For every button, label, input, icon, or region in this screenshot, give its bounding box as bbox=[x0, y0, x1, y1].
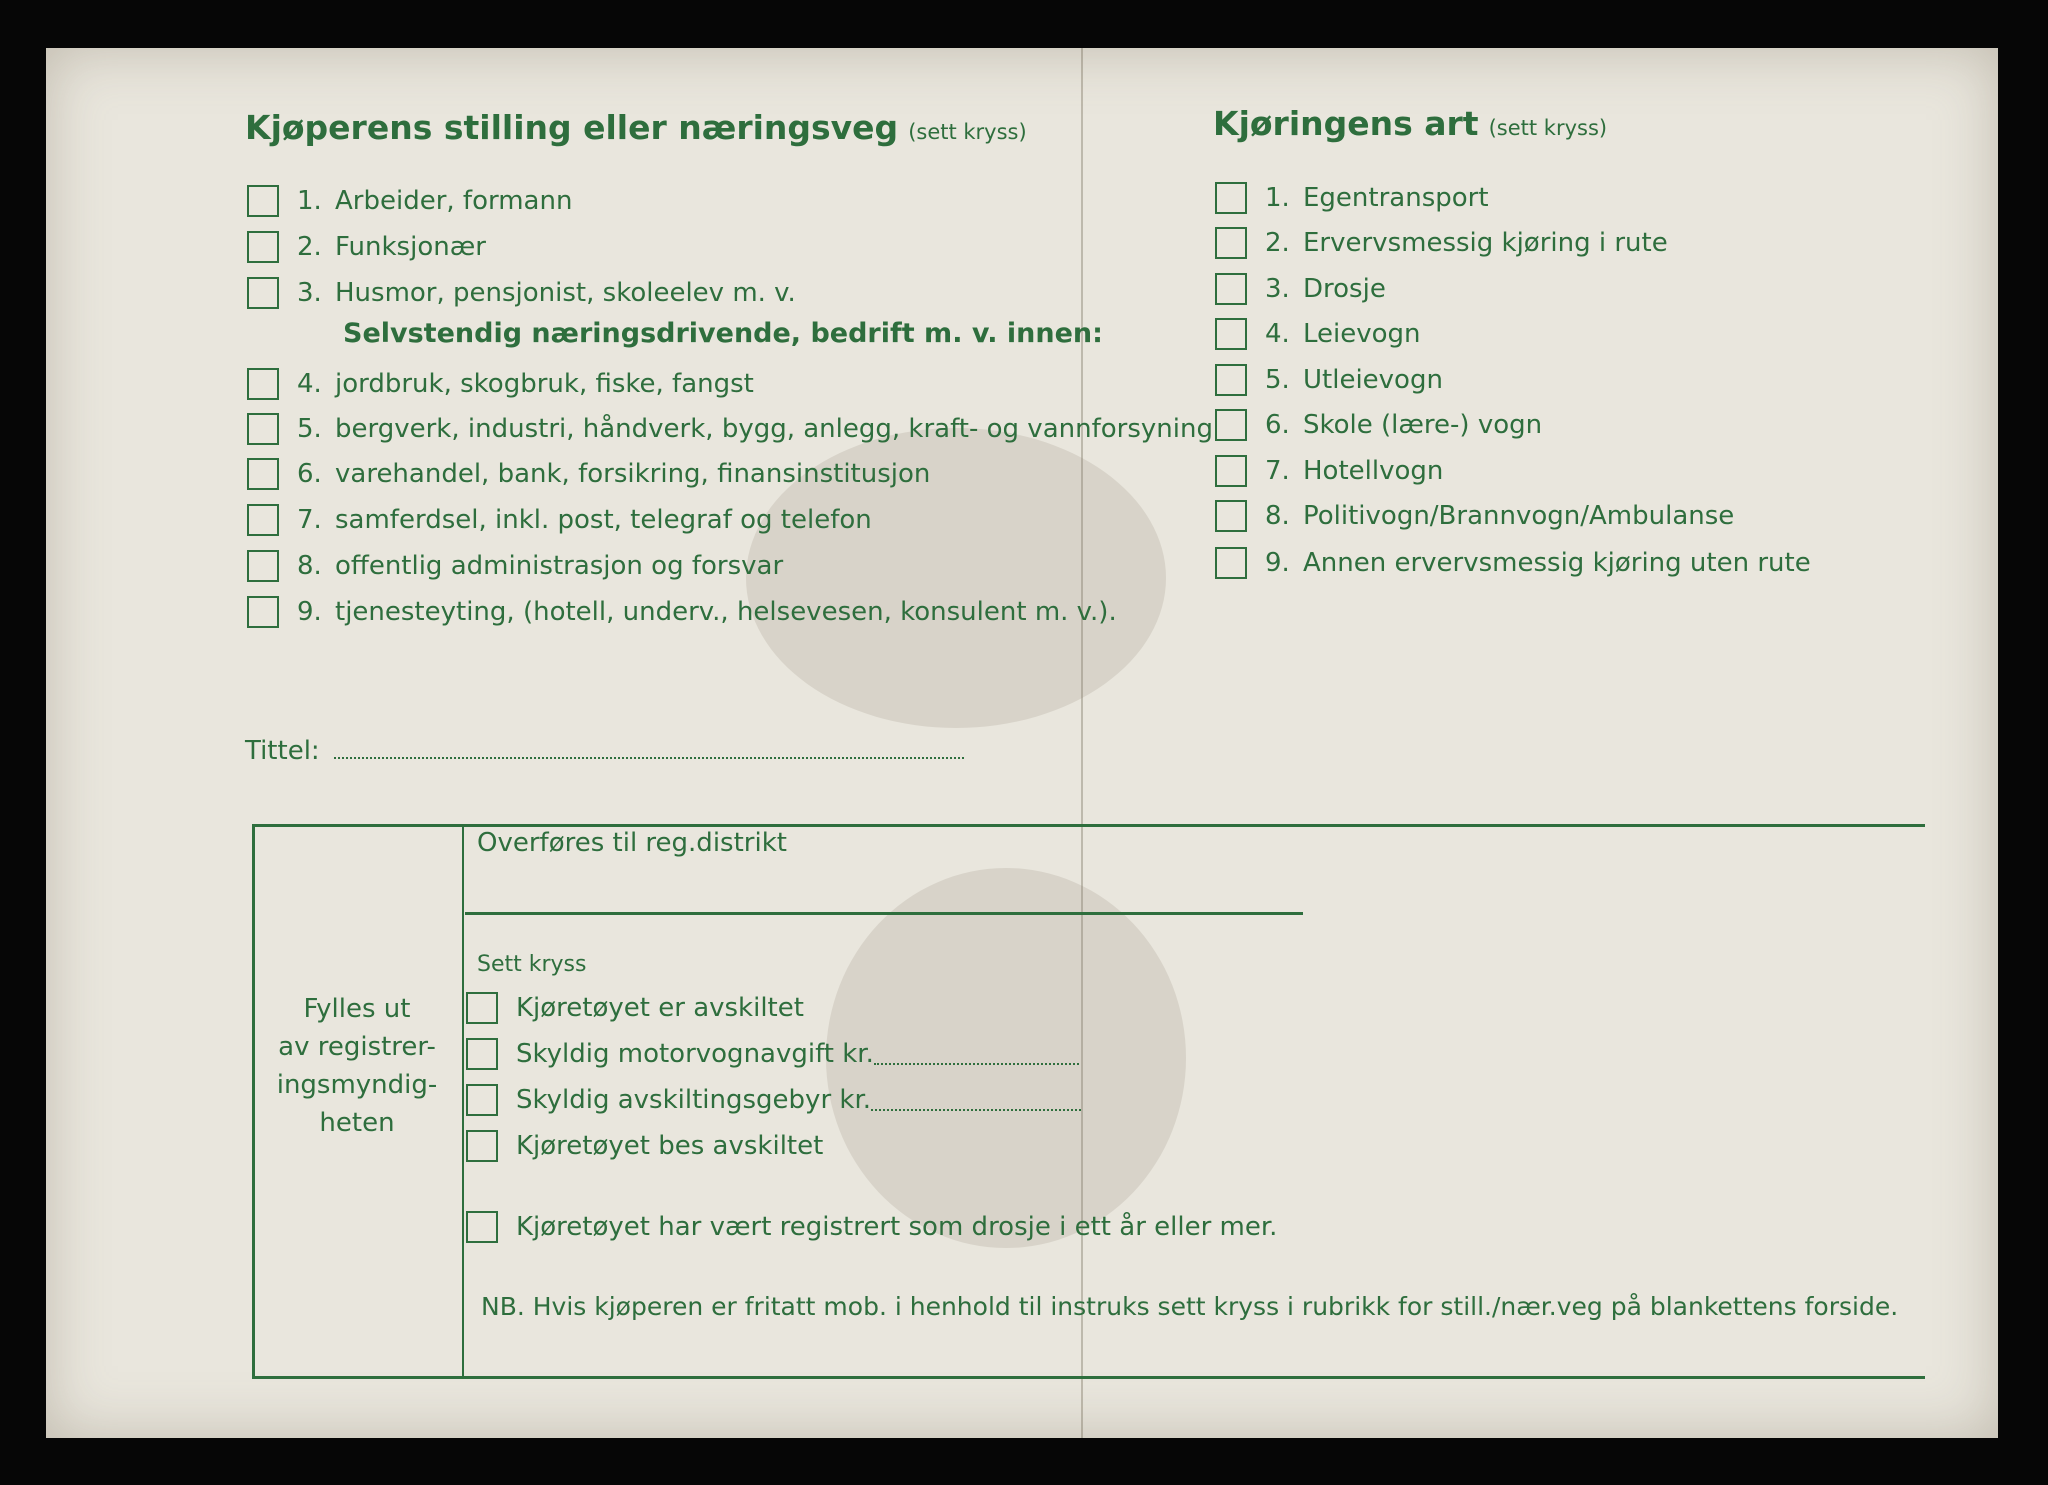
option-label: varehandel, bank, forsikring, finansinstitusjon bbox=[335, 459, 931, 489]
side-label-line: ingsmyndig- bbox=[276, 1070, 438, 1100]
registry-box-top-border bbox=[252, 824, 1925, 827]
driving-option-5[interactable] bbox=[1215, 362, 1443, 398]
driving-type-heading bbox=[1213, 104, 1607, 143]
amount-dotted-line[interactable] bbox=[871, 1089, 1081, 1111]
option-label: Ervervsmessig kjøring i rute bbox=[1303, 228, 1668, 258]
driving-option-6[interactable] bbox=[1215, 407, 1542, 443]
option-number: 7. bbox=[297, 505, 322, 535]
checkbox[interactable] bbox=[247, 504, 279, 536]
checkbox[interactable] bbox=[1215, 273, 1247, 305]
option-number: 6. bbox=[297, 459, 322, 489]
checkbox[interactable] bbox=[1215, 227, 1247, 259]
occupation-option-2[interactable] bbox=[247, 229, 486, 265]
side-label-line: heten bbox=[319, 1108, 395, 1138]
registry-box-divider bbox=[462, 824, 464, 1379]
option-label: Funksjonær bbox=[335, 232, 486, 262]
registry-check-vehicle-tax[interactable] bbox=[466, 1036, 1079, 1072]
check-label: Skyldig avskiltingsgebyr kr. bbox=[516, 1085, 872, 1115]
occupation-option-7[interactable] bbox=[247, 502, 872, 538]
option-label: Utleievogn bbox=[1303, 365, 1443, 395]
option-number: 7. bbox=[1265, 456, 1290, 486]
checkbox[interactable] bbox=[247, 458, 279, 490]
option-number: 8. bbox=[297, 551, 322, 581]
side-label-line: av registrer- bbox=[278, 1032, 436, 1062]
option-label: Arbeider, formann bbox=[335, 186, 573, 216]
title-label: Tittel: bbox=[245, 736, 320, 766]
side-label-line: Fylles ut bbox=[303, 994, 411, 1024]
option-number: 9. bbox=[1265, 548, 1290, 578]
buyer-occupation-title: Kjøperens stilling eller næringsveg bbox=[245, 108, 899, 147]
option-number: 1. bbox=[1265, 183, 1290, 213]
driving-option-7[interactable] bbox=[1215, 453, 1443, 489]
transfer-label: Overføres til reg.distrikt bbox=[477, 828, 787, 858]
checkbox[interactable] bbox=[466, 1211, 498, 1243]
option-label: Hotellvogn bbox=[1303, 456, 1444, 486]
option-number: 3. bbox=[1265, 274, 1290, 304]
checkbox[interactable] bbox=[1215, 182, 1247, 214]
checkbox[interactable] bbox=[466, 1130, 498, 1162]
option-number: 5. bbox=[1265, 365, 1290, 395]
occupation-option-4[interactable] bbox=[247, 366, 754, 402]
option-label: Drosje bbox=[1303, 274, 1386, 304]
registry-box-left-border bbox=[252, 824, 255, 1379]
checkbox[interactable] bbox=[1215, 500, 1247, 532]
registry-check-deregistered[interactable] bbox=[466, 990, 804, 1026]
check-label: Skyldig motorvognavgift kr. bbox=[516, 1039, 874, 1069]
registry-box-bottom-border bbox=[252, 1376, 1925, 1379]
option-number: 5. bbox=[297, 414, 322, 444]
buyer-occupation-hint: (sett kryss) bbox=[908, 120, 1027, 144]
checkbox[interactable] bbox=[247, 231, 279, 263]
driving-option-2[interactable] bbox=[1215, 225, 1668, 261]
transfer-line[interactable] bbox=[465, 912, 1303, 915]
option-number: 3. bbox=[297, 278, 322, 308]
check-label: Kjøretøyet er avskiltet bbox=[516, 993, 804, 1023]
option-label: Husmor, pensjonist, skoleelev m. v. bbox=[335, 278, 796, 308]
option-label: Leievogn bbox=[1303, 319, 1421, 349]
checkbox[interactable] bbox=[466, 1084, 498, 1116]
check-label: Kjøretøyet bes avskiltet bbox=[516, 1131, 824, 1161]
driving-option-4[interactable] bbox=[1215, 316, 1421, 352]
driving-option-1[interactable] bbox=[1215, 180, 1489, 216]
checkbox[interactable] bbox=[466, 992, 498, 1024]
title-field[interactable] bbox=[245, 736, 964, 766]
option-number: 2. bbox=[1265, 228, 1290, 258]
buyer-occupation-heading bbox=[245, 108, 1027, 147]
option-number: 4. bbox=[297, 369, 322, 399]
checkbox[interactable] bbox=[247, 368, 279, 400]
checkbox[interactable] bbox=[247, 550, 279, 582]
option-label: bergverk, industri, håndverk, bygg, anlegg, kraft- og vannforsyning bbox=[335, 414, 1213, 444]
sett-kryss-label: Sett kryss bbox=[477, 952, 587, 977]
checkbox[interactable] bbox=[1215, 364, 1247, 396]
driving-option-9[interactable] bbox=[1215, 545, 1811, 581]
checkbox[interactable] bbox=[1215, 455, 1247, 487]
option-label: tjenesteyting, (hotell, underv., helsevesen, konsulent m. v.). bbox=[335, 597, 1117, 627]
option-label: Politivogn/Brannvogn/Ambulanse bbox=[1303, 501, 1735, 531]
occupation-option-3[interactable] bbox=[247, 275, 796, 311]
checkbox[interactable] bbox=[466, 1038, 498, 1070]
driving-option-8[interactable] bbox=[1215, 498, 1734, 534]
checkbox[interactable] bbox=[247, 185, 279, 217]
occupation-option-8[interactable] bbox=[247, 548, 783, 584]
occupation-option-5[interactable] bbox=[247, 411, 1213, 447]
driving-option-3[interactable] bbox=[1215, 271, 1386, 307]
checkbox[interactable] bbox=[1215, 409, 1247, 441]
option-number: 2. bbox=[297, 232, 322, 262]
option-label: offentlig administrasjon og forsvar bbox=[335, 551, 784, 581]
option-label: Annen ervervsmessig kjøring uten rute bbox=[1303, 548, 1811, 578]
checkbox[interactable] bbox=[247, 413, 279, 445]
registry-check-plate-fee[interactable] bbox=[466, 1082, 1081, 1118]
option-label: samferdsel, inkl. post, telegraf og telefon bbox=[335, 505, 872, 535]
occupation-option-9[interactable] bbox=[247, 594, 1117, 630]
option-label: jordbruk, skogbruk, fiske, fangst bbox=[335, 369, 754, 399]
occupation-option-6[interactable] bbox=[247, 456, 930, 492]
checkbox[interactable] bbox=[247, 596, 279, 628]
amount-dotted-line[interactable] bbox=[874, 1043, 1079, 1065]
registry-check-request-deregister[interactable] bbox=[466, 1128, 823, 1164]
option-number: 9. bbox=[297, 597, 322, 627]
registry-side-label bbox=[262, 990, 452, 1142]
checkbox[interactable] bbox=[1215, 318, 1247, 350]
checkbox[interactable] bbox=[247, 277, 279, 309]
checkbox[interactable] bbox=[1215, 547, 1247, 579]
title-dotted-line[interactable] bbox=[334, 737, 964, 759]
self-employed-subheading: Selvstendig næringsdrivende, bedrift m. v. innen: bbox=[343, 318, 1103, 349]
nb-note: NB. Hvis kjøperen er fritatt mob. i henhold til instruks sett kryss i rubrikk for still./nær.veg på blankettens forside. bbox=[481, 1292, 1899, 1321]
check-label: Kjøretøyet har vært registrert som drosje i ett år eller mer. bbox=[516, 1212, 1278, 1242]
driving-type-title: Kjøringens art bbox=[1213, 104, 1479, 143]
option-number: 8. bbox=[1265, 501, 1290, 531]
occupation-option-1[interactable] bbox=[247, 183, 572, 219]
option-number: 1. bbox=[297, 186, 322, 216]
option-number: 4. bbox=[1265, 319, 1290, 349]
registry-check-drosje[interactable] bbox=[466, 1209, 1277, 1245]
driving-type-hint: (sett kryss) bbox=[1488, 116, 1608, 140]
option-label: Egentransport bbox=[1303, 183, 1489, 213]
option-number: 6. bbox=[1265, 410, 1290, 440]
option-label: Skole (lære-) vogn bbox=[1303, 410, 1543, 440]
